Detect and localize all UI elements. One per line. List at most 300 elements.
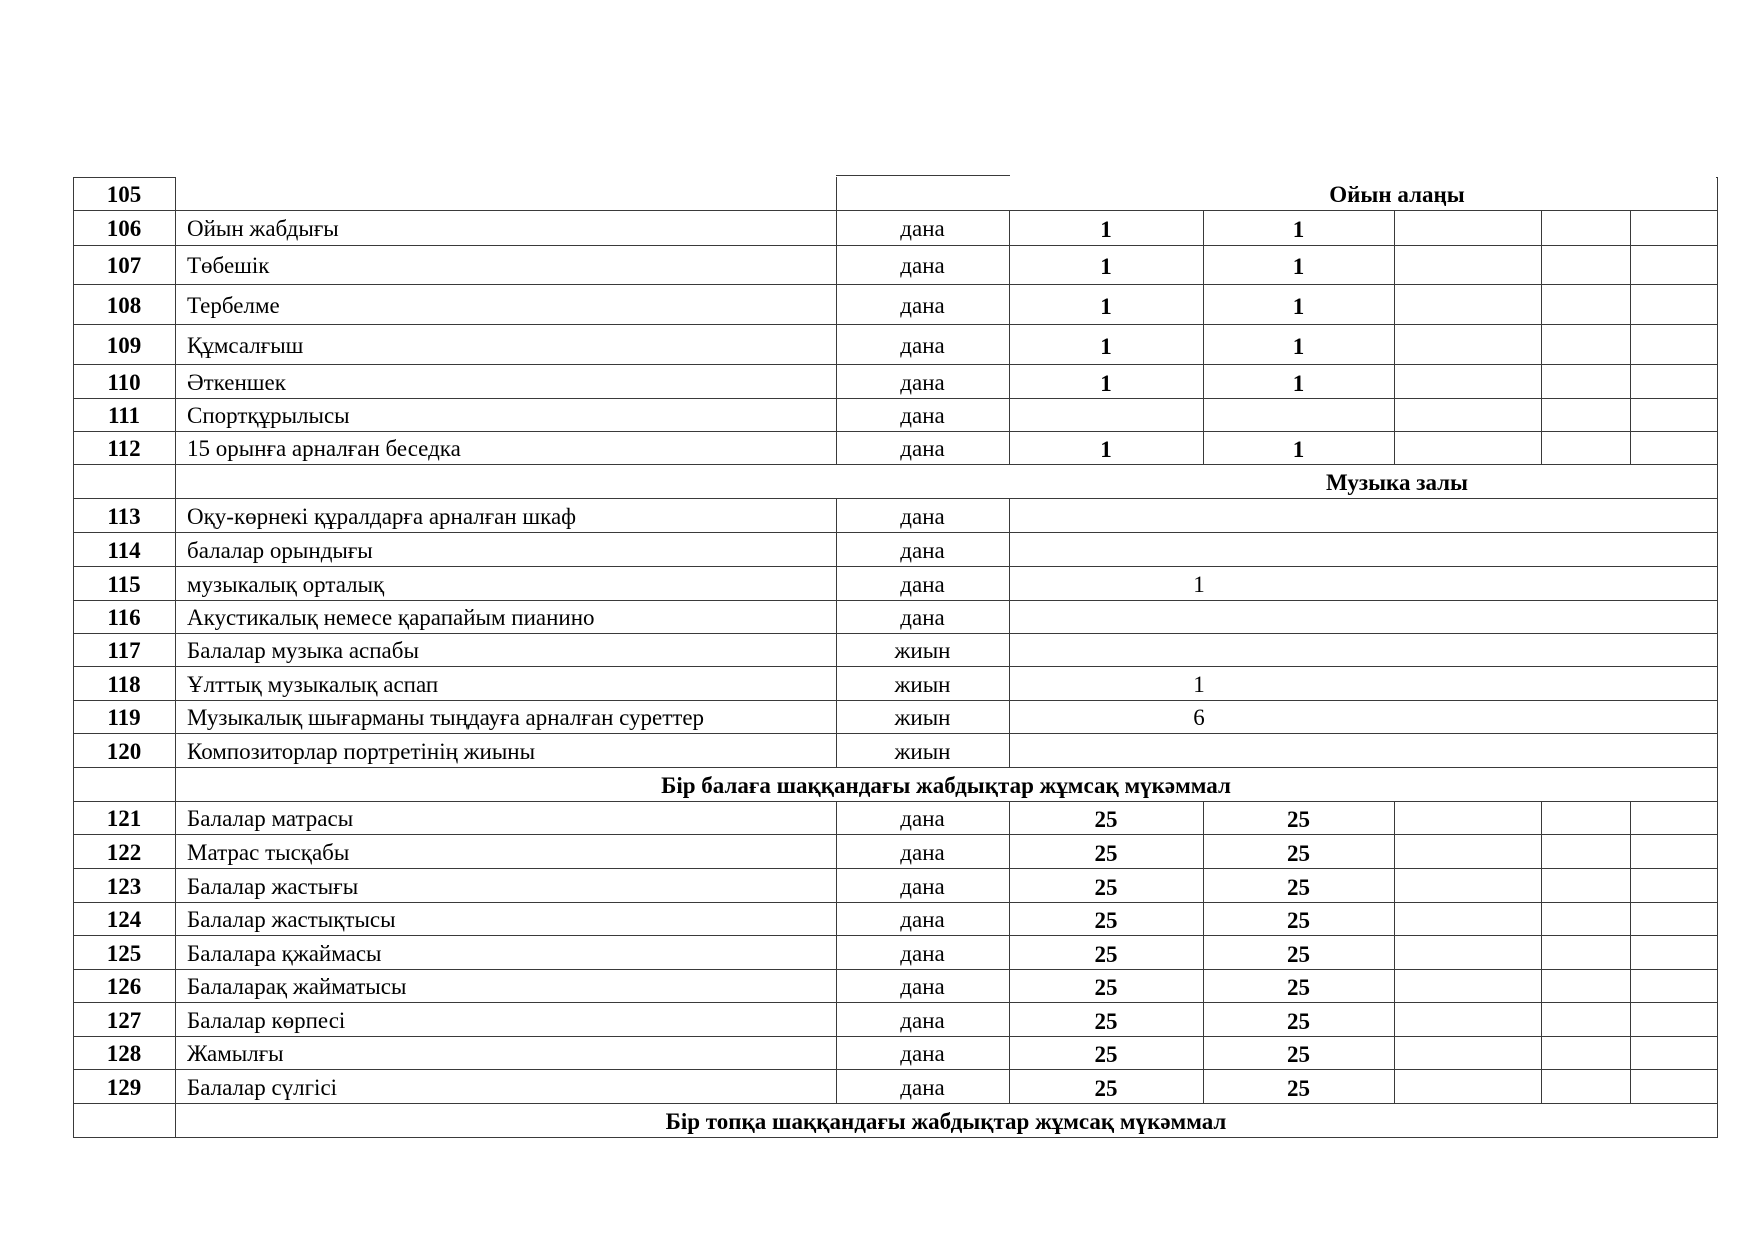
column-border [1203, 210, 1204, 245]
column-border [73, 177, 74, 210]
column-border [1009, 1002, 1010, 1036]
column-border [836, 700, 837, 733]
item-name: Әткеншек [187, 370, 286, 395]
item-name: Балалар музыка аспабы [187, 638, 419, 663]
column-border [1009, 969, 1010, 1002]
column-border [1541, 324, 1542, 364]
column-border [73, 801, 74, 834]
column-border [73, 1002, 74, 1036]
column-border [836, 834, 837, 868]
item-unit: дана [900, 605, 945, 630]
item-quantity: 25 [1094, 1042, 1118, 1067]
column-border [1541, 431, 1542, 464]
item-quantity-total: 25 [1287, 875, 1310, 900]
item-name: балалар орындығы [187, 538, 373, 563]
column-border [836, 532, 837, 566]
column-border [1717, 532, 1718, 566]
row-border [73, 398, 1718, 399]
column-border [73, 431, 74, 464]
column-border [1630, 935, 1631, 969]
column-border [73, 1069, 74, 1103]
row-number: 108 [106, 293, 142, 318]
item-quantity: 25 [1094, 908, 1118, 933]
row-number: 118 [107, 672, 141, 697]
column-border [175, 324, 176, 364]
row-number: 121 [106, 806, 142, 831]
column-border [1717, 210, 1718, 245]
column-border [1541, 902, 1542, 935]
item-quantity: 1 [1100, 254, 1112, 279]
column-border [1203, 1069, 1204, 1103]
column-border [1394, 431, 1395, 464]
column-border [836, 210, 837, 245]
row-border [73, 600, 1718, 601]
column-border [1630, 1036, 1631, 1069]
column-border [836, 733, 837, 767]
column-border [175, 935, 176, 969]
column-border [175, 1002, 176, 1036]
column-border [1009, 834, 1010, 868]
item-quantity: 25 [1094, 841, 1118, 866]
column-border [1630, 398, 1631, 431]
item-name: Оқу-көрнекі құралдарға арналған шкаф [187, 504, 577, 529]
item-quantity: 1 [1100, 294, 1112, 319]
column-border [175, 1036, 176, 1069]
column-border [1009, 498, 1010, 532]
row-border [73, 935, 1718, 936]
section-heading: Ойын алаңы [1329, 182, 1465, 207]
item-name: Балалар матрасы [187, 806, 354, 831]
column-border [175, 902, 176, 935]
row-border [73, 801, 1718, 802]
row-number: 125 [106, 941, 142, 966]
item-quantity: 1 [1193, 572, 1205, 597]
item-quantity-total: 25 [1287, 942, 1310, 967]
item-quantity: 1 [1100, 334, 1112, 359]
column-border [1541, 935, 1542, 969]
item-unit: дана [900, 293, 945, 318]
row-number: 119 [107, 705, 141, 730]
item-quantity: 1 [1100, 371, 1112, 396]
column-border [73, 464, 74, 498]
column-border [73, 935, 74, 969]
column-border [1009, 1036, 1010, 1069]
column-border [1394, 398, 1395, 431]
column-border [1009, 210, 1010, 245]
item-quantity: 25 [1094, 1076, 1118, 1101]
row-border [73, 431, 1718, 432]
column-border [836, 498, 837, 532]
item-quantity-total: 25 [1287, 908, 1310, 933]
row-number: 120 [106, 739, 142, 764]
column-border [1717, 245, 1718, 284]
column-border [836, 245, 837, 284]
item-name: Балалар жастығы [187, 874, 359, 899]
row-number: 112 [107, 436, 141, 461]
item-name: Тербелме [187, 293, 280, 318]
column-border [73, 1103, 74, 1137]
item-quantity-total: 25 [1287, 841, 1310, 866]
column-border [1394, 245, 1395, 284]
row-border [73, 868, 1718, 869]
column-border [1717, 868, 1718, 902]
column-border [1717, 935, 1718, 969]
column-border [73, 245, 74, 284]
column-border [1630, 969, 1631, 1002]
item-unit: дана [900, 941, 945, 966]
column-border [1009, 935, 1010, 969]
item-name: Жамылғы [187, 1041, 284, 1066]
column-border [1717, 1103, 1718, 1137]
column-border [1009, 364, 1010, 398]
column-border [836, 364, 837, 398]
column-border [1630, 1069, 1631, 1103]
column-border [1203, 245, 1204, 284]
column-border [1394, 1002, 1395, 1036]
column-border [1394, 902, 1395, 935]
row-border [73, 1002, 1718, 1003]
column-border [1203, 1002, 1204, 1036]
column-border [73, 210, 74, 245]
item-name: Балалар жастықтысы [187, 907, 396, 932]
row-number: 116 [107, 605, 141, 630]
column-border [175, 834, 176, 868]
column-border [1717, 733, 1718, 767]
item-name: Балалар сүлгісі [187, 1075, 338, 1100]
column-border [1717, 1002, 1718, 1036]
item-unit: дана [900, 333, 945, 358]
column-border [1541, 245, 1542, 284]
row-border [73, 464, 1718, 465]
item-quantity: 25 [1094, 975, 1118, 1000]
column-border [73, 633, 74, 666]
item-unit: дана [900, 1041, 945, 1066]
column-border [1394, 210, 1395, 245]
column-border [175, 666, 176, 700]
section-heading: Бір топқа шаққандағы жабдықтар жұмсақ мүкәммал [665, 1109, 1227, 1134]
item-name: Музыкалық шығарманы тыңдауға арналған суреттер [187, 705, 705, 730]
column-border [175, 767, 176, 801]
row-border [73, 498, 1718, 499]
row-border [73, 1036, 1718, 1037]
item-unit: дана [900, 253, 945, 278]
column-border [175, 801, 176, 834]
item-quantity-total: 25 [1287, 1076, 1310, 1101]
column-border [73, 600, 74, 633]
item-quantity: 25 [1094, 942, 1118, 967]
column-border [1203, 398, 1204, 431]
column-border [1541, 801, 1542, 834]
item-name: Спортқұрылысы [187, 403, 350, 428]
row-border [73, 324, 1718, 325]
column-border [1009, 284, 1010, 324]
column-border [73, 532, 74, 566]
column-border [1717, 902, 1718, 935]
column-border [1203, 364, 1204, 398]
column-border [1630, 834, 1631, 868]
column-border [1394, 364, 1395, 398]
item-quantity-total: 1 [1292, 371, 1305, 396]
column-border [175, 868, 176, 902]
item-quantity-total: 25 [1287, 975, 1310, 1000]
column-border [836, 324, 837, 364]
item-name: Акустикалық немесе қарапайым пианино [187, 605, 595, 630]
row-border [73, 733, 1718, 734]
column-border [1009, 532, 1010, 566]
column-border [73, 868, 74, 902]
item-quantity: 6 [1193, 705, 1205, 730]
item-unit: жиын [894, 638, 951, 663]
row-number: 106 [106, 216, 142, 241]
item-quantity: 1 [1100, 437, 1112, 462]
column-border [1009, 1069, 1010, 1103]
column-border [1009, 700, 1010, 733]
row-number: 115 [107, 572, 141, 597]
column-border [73, 398, 74, 431]
column-border [1203, 284, 1204, 324]
item-quantity-total: 25 [1287, 1042, 1310, 1067]
column-border [1630, 324, 1631, 364]
column-border [1541, 1036, 1542, 1069]
column-border [1717, 566, 1718, 600]
column-border [1630, 1002, 1631, 1036]
column-border [73, 666, 74, 700]
column-border [836, 398, 837, 431]
column-border [175, 464, 176, 498]
column-border [1394, 284, 1395, 324]
column-border [1717, 464, 1718, 498]
row-number: 110 [107, 370, 141, 395]
column-border [1541, 398, 1542, 431]
row-border [73, 666, 1718, 667]
column-border [73, 733, 74, 767]
row-border [836, 175, 1010, 176]
column-border [1630, 801, 1631, 834]
column-border [73, 969, 74, 1002]
column-border [1009, 633, 1010, 666]
column-border [1009, 666, 1010, 700]
row-border [73, 767, 1718, 768]
column-border [1203, 801, 1204, 834]
column-border [836, 177, 837, 210]
column-border [1717, 284, 1718, 324]
column-border [175, 633, 176, 666]
column-border [1203, 431, 1204, 464]
row-border [1716, 177, 1718, 178]
item-unit: дана [900, 840, 945, 865]
row-border [73, 566, 1718, 567]
column-border [836, 633, 837, 666]
column-border [175, 566, 176, 600]
column-border [1717, 767, 1718, 801]
column-border [73, 364, 74, 398]
item-name: Балалара қжаймасы [187, 941, 382, 966]
column-border [836, 1002, 837, 1036]
column-border [1717, 969, 1718, 1002]
column-border [1541, 1069, 1542, 1103]
column-border [1630, 902, 1631, 935]
item-quantity-total: 1 [1292, 254, 1305, 279]
column-border [1630, 245, 1631, 284]
column-border [73, 767, 74, 801]
item-unit: дана [900, 1008, 945, 1033]
item-quantity-total: 1 [1292, 334, 1305, 359]
item-unit: дана [900, 572, 945, 597]
column-border [1009, 431, 1010, 464]
column-border [836, 666, 837, 700]
item-name: Матрас тысқабы [187, 840, 350, 865]
column-border [1541, 1002, 1542, 1036]
column-border [1717, 364, 1718, 398]
column-border [1630, 284, 1631, 324]
item-quantity-total: 25 [1287, 807, 1310, 832]
column-border [1541, 868, 1542, 902]
column-border [1009, 324, 1010, 364]
column-border [1541, 969, 1542, 1002]
item-name: Ұлттық музыкалық аспап [187, 672, 439, 697]
item-unit: дана [900, 216, 945, 241]
row-number: 111 [108, 403, 140, 428]
item-unit: дана [900, 403, 945, 428]
column-border [1717, 498, 1718, 532]
column-border [175, 600, 176, 633]
item-unit: жиын [894, 705, 951, 730]
item-unit: жиын [894, 672, 951, 697]
column-border [1009, 245, 1010, 284]
item-unit: дана [900, 370, 945, 395]
item-quantity: 25 [1094, 875, 1118, 900]
column-border [1394, 801, 1395, 834]
column-border [175, 210, 176, 245]
column-border [175, 284, 176, 324]
column-border [836, 284, 837, 324]
column-border [1009, 566, 1010, 600]
column-border [175, 1103, 176, 1137]
item-quantity-total: 1 [1292, 294, 1305, 319]
item-unit: дана [900, 538, 945, 563]
item-name: 15 орынға арналған беседка [187, 436, 461, 461]
column-border [1717, 1036, 1718, 1069]
column-border [1717, 666, 1718, 700]
row-border [73, 1103, 1718, 1104]
row-border [73, 902, 1718, 903]
item-name: Композиторлар портретінің жиыны [187, 739, 536, 764]
item-unit: жиын [894, 739, 951, 764]
column-border [1009, 398, 1010, 431]
column-border [1541, 284, 1542, 324]
column-border [1203, 969, 1204, 1002]
item-name: Ойын жабдығы [187, 216, 339, 241]
column-border [1630, 364, 1631, 398]
item-name: Құмсалғыш [187, 333, 304, 358]
column-border [175, 733, 176, 767]
row-border [73, 245, 1718, 246]
item-quantity-total: 1 [1292, 437, 1305, 462]
column-border [836, 600, 837, 633]
item-quantity: 1 [1100, 217, 1112, 242]
item-unit: дана [900, 806, 945, 831]
column-border [175, 700, 176, 733]
column-border [1203, 324, 1204, 364]
row-border [73, 969, 1718, 970]
column-border [1203, 1036, 1204, 1069]
column-border [836, 801, 837, 834]
row-border [73, 1069, 1718, 1070]
column-border [175, 245, 176, 284]
column-border [1203, 868, 1204, 902]
row-number: 124 [106, 907, 142, 932]
column-border [1394, 834, 1395, 868]
item-unit: дана [900, 974, 945, 999]
column-border [1541, 364, 1542, 398]
column-border [1541, 210, 1542, 245]
column-border [73, 324, 74, 364]
row-number: 122 [106, 840, 142, 865]
column-border [1717, 600, 1718, 633]
column-border [1009, 733, 1010, 767]
row-border [73, 633, 1718, 634]
column-border [73, 284, 74, 324]
column-border [175, 431, 176, 464]
column-border [1203, 935, 1204, 969]
row-number: 107 [106, 253, 142, 278]
column-border [1630, 868, 1631, 902]
column-border [1717, 324, 1718, 364]
row-border [73, 834, 1718, 835]
column-border [1630, 210, 1631, 245]
column-border [1717, 398, 1718, 431]
column-border [73, 902, 74, 935]
column-border [836, 868, 837, 902]
column-border [1203, 902, 1204, 935]
column-border [175, 532, 176, 566]
row-number: 114 [107, 538, 141, 563]
column-border [1717, 177, 1718, 210]
column-border [836, 431, 837, 464]
column-border [1394, 935, 1395, 969]
column-border [175, 1069, 176, 1103]
column-border [175, 498, 176, 532]
column-border [73, 700, 74, 733]
column-border [175, 177, 176, 210]
column-border [175, 969, 176, 1002]
column-border [1717, 834, 1718, 868]
column-border [836, 1036, 837, 1069]
section-heading: Музыка залы [1325, 470, 1469, 495]
item-quantity-total: 25 [1287, 1009, 1310, 1034]
row-number: 128 [106, 1041, 142, 1066]
column-border [1009, 801, 1010, 834]
item-quantity-total: 1 [1292, 217, 1305, 242]
item-name: Балалар көрпесі [187, 1008, 346, 1033]
row-number: 127 [106, 1008, 142, 1033]
column-border [1394, 969, 1395, 1002]
column-border [1394, 868, 1395, 902]
column-border [1717, 801, 1718, 834]
row-border [73, 700, 1718, 701]
column-border [1394, 1069, 1395, 1103]
column-border [1630, 431, 1631, 464]
column-border [1203, 834, 1204, 868]
column-border [836, 566, 837, 600]
column-border [836, 935, 837, 969]
item-unit: дана [900, 504, 945, 529]
row-number: 123 [106, 874, 142, 899]
item-quantity: 1 [1193, 672, 1205, 697]
row-border [73, 177, 176, 178]
column-border [1717, 431, 1718, 464]
item-unit: дана [900, 1075, 945, 1100]
